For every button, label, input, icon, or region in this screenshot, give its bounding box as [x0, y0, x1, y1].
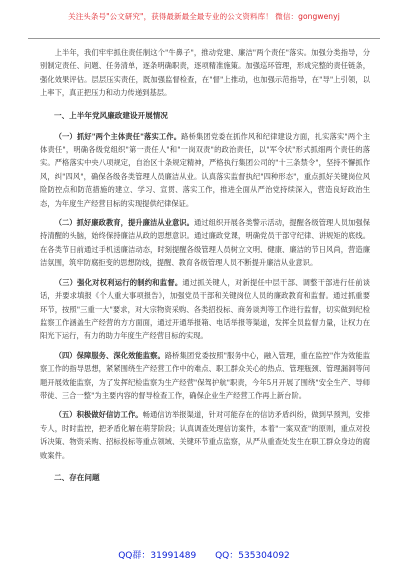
item-paragraph-2 [40, 216, 370, 270]
document-body [40, 46, 370, 492]
footer-qq: QQ：535304092 [215, 551, 290, 561]
item-lead-4: （四）保障服务、深化效能监察。 [54, 350, 165, 360]
item-paragraph-4 [40, 349, 370, 403]
item-paragraph-1 [40, 130, 370, 210]
header-divider [28, 38, 380, 39]
item-paragraph-5 [40, 408, 370, 462]
section-heading-1: 一、上半年党风廉政建设开展情况 [54, 110, 168, 120]
item-text-3: 通过抓关键人，对新提任中层干部、调整干部进行任前谈话，并要求填报《个人重大事项报告》，加强党员干部和关键岗位人员的廉政教育和监督。通过抓重要环节，按照"三重一大"要求，对大宗物资采购、各类招投标、商务谈判等工作进行监督，切实做到纪检监察工作涵盖生产经营的方方面面，通过开通举报箱、电话举报等渠道，发挥全员监督力量，让权力在阳光下运行，有力的助力年度生产经营目标的实现。 [40, 277, 371, 341]
footer-contact [0, 548, 408, 561]
header-banner: 关注头条号"公文研究"，获得最新最全最专业的公文资料库！ 微信：gongwenyj [68, 12, 340, 21]
item-text-2: 通过组织开展各类警示活动，提醒各级管理人员加强保持清醒的头脑，始终保持廉洁从政的思想意识。通过廉政党课，明确党员干部守纪律、讲规矩的底线。在各类节日前通过手机送廉洁动态，时刻提醒各级管理人员树立文明、健康、廉洁的节日风尚，营造廉洁氛围，筑牢防腐拒变的思想防线，提醒、教育各级管理人员不断提升廉洁从业意识。 [40, 218, 371, 268]
item-lead-1: （一）抓好"两个主体责任"落实工作。 [54, 131, 182, 141]
item-paragraph-3 [40, 276, 370, 343]
item-text-5: 畅通信访举报渠道，针对可能存在的信访矛盾纠纷，做到早预判，安排专人，时时监控，把矛盾化解在萌芽阶段；认真调查处理信访案件，本着"一案双查"的原则，重点对投诉决策、物资采购、招标投标等重点领域、关键环节重点监察，从严从重查处发生在职工群众身边的腐败案件。 [40, 410, 370, 460]
item-lead-2: （二）抓好廉政教育，提升廉洁从业意识。 [54, 218, 194, 228]
item-text-1: 路桥集团党委在抓作风和纪律建设方面，扎实落实"两个主体责任"，明确各级党组织"第一责任人"和"一岗双责"的政治责任，以"军令状"形式抓细两个责任的落实。严格落实中央八项规定，自治区十条规定精神，严格执行集团公司的"十三条禁令"，坚持不懈抓作风，纠"四风"，确保各级各类管理人员廉洁从业。认真落实监督执纪"四种形态"，重点抓好关键岗位风险防控点和防范措施的建立、学习、宣贯、落实工作，推进全面从严治党持续深入，营造良好政治生态，为年度生产经营目标的实现提供纪律保证。 [40, 131, 370, 208]
item-lead-3: （三）强化对权利运行的制约和监督。 [54, 277, 183, 287]
item-text-4: 路桥集团党委按照"服务中心，融入管理，重在监控"作为效能监察工作的指导思想，紧紧围绕生产经营工作中的难点、职工群众关心的热点、管理瓶颈、管理漏洞等问题开展效能监察，为了发挥纪检监察为生产经营"保驾护航"职责，今年5月开展了围绕"安全生产、导师带徒、三合一整"为主要内容的督导检查工作，确保企业生产经营工作再上新台阶。 [40, 350, 370, 400]
footer-qq-group: QQ群：31991489 [118, 551, 197, 561]
intro-paragraph: 上半年，我们牢牢抓住责任制这个"牛鼻子"，推动党建、廉洁"两个责任"落实。加强分类指导，分别制定责任、问题、任务清单，逐条明确职责，逐项精准施策。加强巡环管理，形成完整的责任链条，强化效果评估。层层压实责任，既加强监督检查，在"督"上推动，也加强示范指导，在"导"上引领，以上率下，真正把压力和动力传递到基层。 [40, 48, 370, 98]
section-heading-2: 二、存在问题 [54, 472, 100, 482]
item-lead-5: （五）积极做好信访工作。 [54, 410, 143, 420]
